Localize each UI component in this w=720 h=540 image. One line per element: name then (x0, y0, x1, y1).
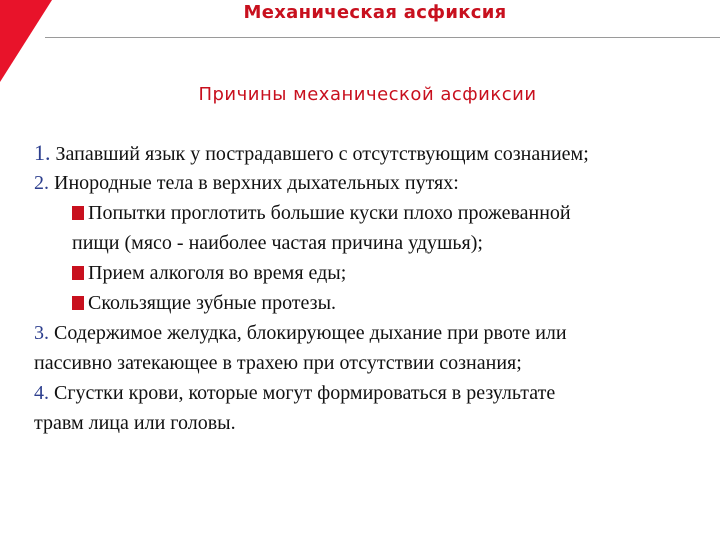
red-square-icon (72, 296, 84, 310)
item-text: Сгустки крови, которые могут формироваться в результате (49, 382, 556, 404)
sub-item-1-continuation (34, 228, 714, 258)
sub-item-text: Прием алкоголя во время еды; (88, 262, 347, 284)
sub-item-2 (34, 258, 714, 288)
sub-item-text: пищи (мясо - наиболее частая причина удушья); (72, 232, 483, 254)
item-text: Инородные тела в верхних дыхательных путях: (49, 172, 459, 194)
sub-item-text: Попытки проглотить большие куски плохо прожеванной (88, 202, 571, 224)
title-divider (45, 37, 720, 38)
slide-title: Механическая асфиксия (243, 2, 507, 23)
list-item-3 (34, 318, 714, 348)
red-square-icon (72, 206, 84, 220)
list-item-3-continuation (34, 348, 714, 378)
item-text: Содержимое желудка, блокирующее дыхание при рвоте или (49, 322, 567, 344)
red-square-icon (72, 266, 84, 280)
sub-item-text: Скользящие зубные протезы. (88, 292, 337, 314)
item-number: 3. (34, 322, 49, 344)
item-text: Запавший язык у пострадавшего с отсутствующим сознанием; (50, 143, 589, 165)
list-item-1 (34, 138, 714, 168)
item-text: травм лица или головы. (34, 412, 236, 434)
sub-item-1 (34, 198, 714, 228)
causes-list (34, 138, 714, 438)
item-number: 4. (34, 382, 49, 404)
item-number: 1. (34, 140, 51, 165)
slide-subtitle: Причины механической асфиксии (198, 84, 537, 105)
list-item-4-continuation (34, 408, 714, 438)
sub-item-3 (34, 288, 714, 318)
item-number: 2. (34, 172, 49, 194)
list-item-2 (34, 168, 714, 198)
list-item-4 (34, 378, 714, 408)
item-text: пассивно затекающее в трахею при отсутствии сознания; (34, 352, 522, 374)
